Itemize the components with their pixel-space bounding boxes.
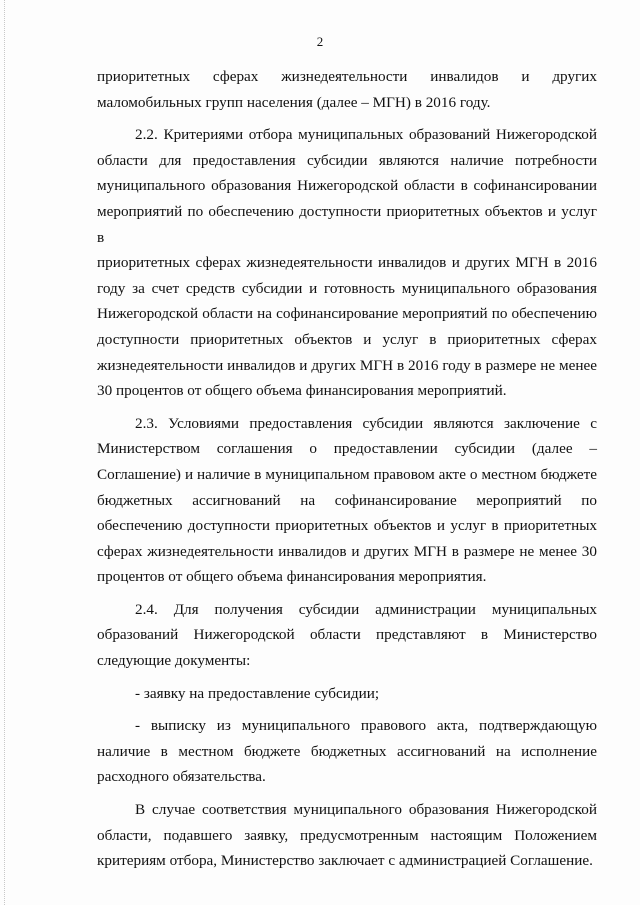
text-line: маломобильных групп населения (далее – МГН) в 2016 году. <box>97 93 491 111</box>
text-line: образований Нижегородской области представляют в Министерство <box>97 626 597 644</box>
text-line: процентов от общего объема финансирования мероприятия. <box>97 568 487 586</box>
page-number: 2 <box>316 34 324 49</box>
text-line: муниципального образования Нижегородской области в софинансировании <box>97 177 597 195</box>
text-line: области, подавшего заявку, предусмотренным настоящим Положением <box>97 826 597 844</box>
text-line: доступности приоритетных объектов и услуг в приоритетных сферах <box>97 330 597 348</box>
text-line: 2.3. Условиями предоставления субсидии являются заключение с <box>135 414 597 432</box>
document-body <box>97 64 597 874</box>
paragraph-2-3 <box>97 411 597 590</box>
text-line: Министерством соглашения о предоставлении субсидии (далее – <box>97 440 597 458</box>
list-item-application <box>97 681 597 707</box>
text-line: следующие документы: <box>97 652 251 670</box>
text-line: Соглашение) и наличие в муниципальном правовом акте о местном бюджете <box>97 465 597 483</box>
text-line: году за счет средств субсидии и готовность муниципального образования <box>97 279 597 297</box>
text-line: наличие в местном бюджете бюджетных ассигнований на исполнение <box>97 742 597 760</box>
text-line: расходного обязательства. <box>97 768 266 786</box>
paragraph-final <box>97 797 597 874</box>
text-line: В случае соответствия муниципального образования Нижегородской <box>135 801 597 819</box>
text-line: обеспечению доступности приоритетных объектов и услуг в приоритетных <box>97 517 597 535</box>
text-line: - заявку на предоставление субсидии; <box>135 684 380 702</box>
text-line: приоритетных сферах жизнедеятельности инвалидов и других МГН в 2016 <box>97 254 597 272</box>
text-line: сферах жизнедеятельности инвалидов и других МГН в размере не менее 30 <box>97 542 597 560</box>
text-line: 2.4. Для получения субсидии администрации муниципальных <box>135 600 597 618</box>
text-line: - выписку из муниципального правового акта, подтверждающую <box>135 717 597 735</box>
paragraph-2-2 <box>97 122 597 404</box>
text-line: Нижегородской области на софинансирование мероприятий по обеспечению <box>97 305 597 323</box>
text-line: 30 процентов от общего объема финансирования мероприятий. <box>97 382 507 400</box>
paragraph-2-4 <box>97 597 597 674</box>
text-line: области для предоставления субсидии являются наличие потребности <box>97 151 597 169</box>
scan-edge-line <box>4 0 6 905</box>
text-line: критериям отбора, Министерство заключает с администрацией Соглашение. <box>97 852 593 870</box>
text-line: мероприятий по обеспечению доступности приоритетных объектов и услуг в <box>97 202 597 246</box>
text-line: бюджетных ассигнований на софинансирование мероприятий по <box>97 491 597 509</box>
paragraph-continuation <box>97 64 597 115</box>
text-line: 2.2. Критериями отбора муниципальных образований Нижегородской <box>135 126 597 144</box>
text-line: жизнедеятельности инвалидов и других МГН в 2016 году в размере не менее <box>97 356 597 374</box>
text-line: приоритетных сферах жизнедеятельности инвалидов и других <box>97 68 597 85</box>
list-item-extract <box>97 713 597 790</box>
